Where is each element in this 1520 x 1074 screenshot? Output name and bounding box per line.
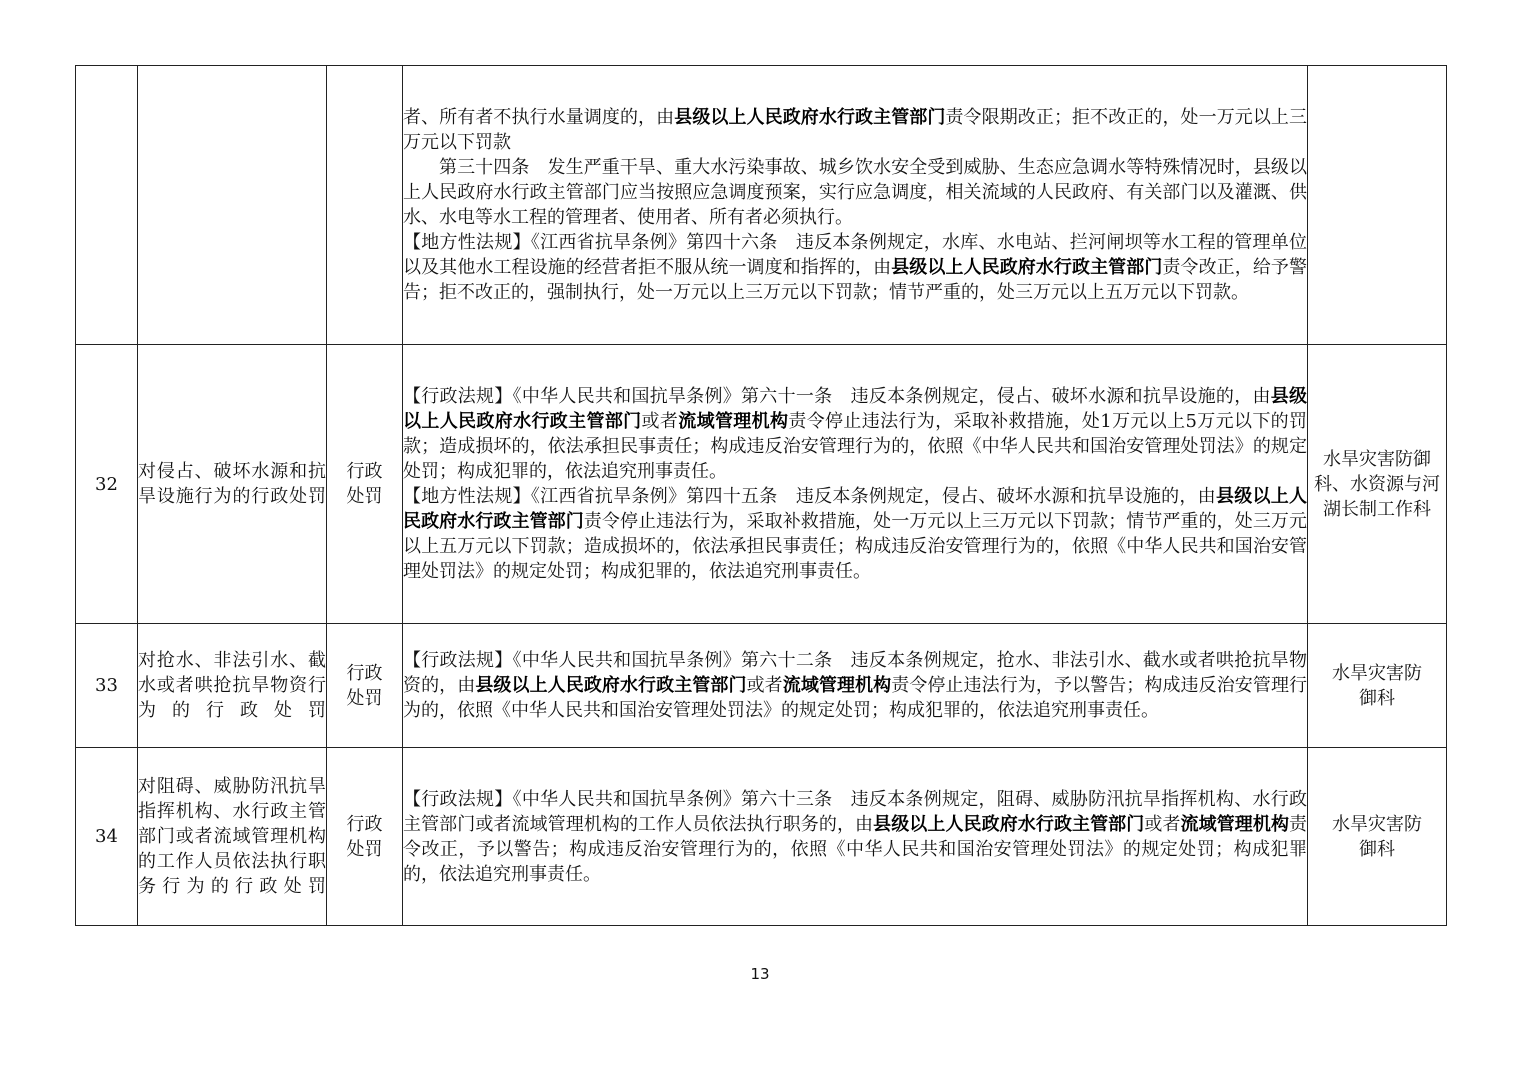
basis-text: 责令限期改正；拒不改正的，处一万元以上三万元以下罚款 [403, 107, 1308, 153]
basis-text: 或者 [641, 411, 679, 432]
basis-text: 【行政法规】《中华人民共和国抗旱条例》第六十一条 违反本条例规定，侵占、破坏水源和抗旱设施的，由 [403, 386, 1271, 407]
row-number [76, 66, 138, 345]
basis-text: 【行政法规】《中华人民共和国抗旱条例》第六十三条 违反本条例规定，阻碍、威胁防汛抗旱指挥机构、水行政主管部门或者流域管理机构的工作人员依法执行职务的，由 [403, 788, 1307, 835]
basis-text: 【地方性法规】《江西省抗旱条例》第四十五条 违反本条例规定，侵占、破坏水源和抗旱设施的，由 [403, 486, 1216, 507]
basis-text: 责令改正，予以警告；构成违反治安管理行为的，依照《中华人民共和国治安管理处罚法》的规定处罚；构成犯罪的，依法追究刑事责任。 [403, 813, 1308, 885]
emphasized-authority: 流域管理机构 [678, 411, 789, 432]
row-number: 32 [76, 345, 138, 624]
regulation-table [75, 65, 1447, 926]
row-number: 33 [76, 624, 138, 748]
basis-text: 责令停止违法行为，采取补救措施，处一万元以上三万元以下罚款；情节严重的，处三万元以上五万元以下罚款；造成损坏的，依法承担民事责任；构成违反治安管理行为的，依照《中华人民共和国治安管理处罚法》的规定处罚；构成犯罪的，依法追究刑事责任。 [403, 511, 1308, 582]
basis-text: 【行政法规】《中华人民共和国抗旱条例》第六十二条 违反本条例规定，抢水、非法引水、截水或者哄抢抗旱物资的，由 [403, 650, 1307, 696]
item-type: 行政处罚 [327, 624, 403, 748]
basis-text: 【地方性法规】《江西省抗旱条例》第四十六条 违反本条例规定，水库、水电站、拦河闸坝等水工程的管理单位以及其他水工程设施的经营者拒不服从统一调度和指挥的，由 [403, 232, 1307, 278]
item-name: 对阻碍、威胁防汛抗旱指挥机构、水行政主管部门或者流域管理机构的工作人员依法执行职务行为的行政处罚 [138, 748, 327, 926]
emphasized-authority: 县级以上人民政府水行政主管部门 [674, 107, 946, 128]
legal-basis [403, 624, 1308, 748]
basis-paragraph [403, 787, 1307, 887]
basis-paragraph [403, 105, 1307, 155]
basis-text: 或者 [1144, 813, 1181, 835]
basis-paragraph [403, 484, 1307, 584]
item-type: 行政处罚 [327, 748, 403, 926]
item-name: 对抢水、非法引水、截水或者哄抢抗旱物资行为的行政处罚 [138, 624, 327, 748]
emphasized-authority: 县级以上人民政府水行政主管部门 [403, 486, 1307, 532]
emphasized-authority: 县级以上人民政府水行政主管部门 [403, 386, 1307, 432]
legal-basis [403, 345, 1308, 624]
responsible-department: 水旱灾害防御科 [1308, 748, 1447, 926]
legal-basis [403, 748, 1308, 926]
emphasized-authority: 县级以上人民政府水行政主管部门 [475, 675, 747, 696]
row-number: 34 [76, 748, 138, 926]
emphasized-authority: 流域管理机构 [1180, 813, 1290, 835]
item-type: 行政处罚 [327, 345, 403, 624]
table-row [76, 66, 1447, 345]
basis-text: 者、所有者不执行水量调度的，由 [403, 107, 675, 128]
emphasized-authority: 县级以上人民政府水行政主管部门 [873, 813, 1145, 835]
basis-text: 第三十四条 发生严重干旱、重大水污染事故、城乡饮水安全受到威胁、生态应急调水等特殊情况时，县级以上人民政府水行政主管部门应当按照应急调度预案，实行应急调度，相关流域的人民政府、有关部门以及灌溉、供水、水电等水工程的管理者、使用者、所有者必须执行。 [403, 157, 1307, 228]
basis-text: 责令停止违法行为，采取补救措施，处1万元以上5万元以下的罚款；造成损坏的，依法承担民事责任；构成违反治安管理行为的，依照《中华人民共和国治安管理处罚法》的规定处罚；构成犯罪的，依法追究刑事责任。 [403, 411, 1308, 482]
responsible-department: 水旱灾害防御科、水资源与河湖长制工作科 [1308, 345, 1447, 624]
table-row [76, 345, 1447, 624]
table-row [76, 748, 1447, 926]
basis-paragraph [403, 648, 1307, 723]
item-name: 对侵占、破坏水源和抗旱设施行为的行政处罚 [138, 345, 327, 624]
page-number: 13 [750, 965, 770, 983]
table-row [76, 624, 1447, 748]
basis-text: 责令停止违法行为，予以警告；构成违反治安管理行为的，依照《中华人民共和国治安管理处罚法》的规定处罚；构成犯罪的，依法追究刑事责任。 [403, 675, 1308, 721]
item-type [327, 66, 403, 345]
responsible-department [1308, 66, 1447, 345]
basis-paragraph [403, 384, 1307, 484]
legal-basis [403, 66, 1308, 345]
emphasized-authority: 流域管理机构 [782, 675, 892, 696]
basis-text: 责令改正，给予警告；拒不改正的，强制执行，处一万元以上三万元以下罚款；情节严重的，处三万元以上五万元以下罚款。 [403, 257, 1308, 303]
basis-text: 或者 [746, 675, 783, 696]
item-name [138, 66, 327, 345]
responsible-department: 水旱灾害防御科 [1308, 624, 1447, 748]
emphasized-authority: 县级以上人民政府水行政主管部门 [891, 257, 1163, 278]
basis-paragraph [403, 155, 1307, 230]
basis-paragraph [403, 230, 1307, 305]
